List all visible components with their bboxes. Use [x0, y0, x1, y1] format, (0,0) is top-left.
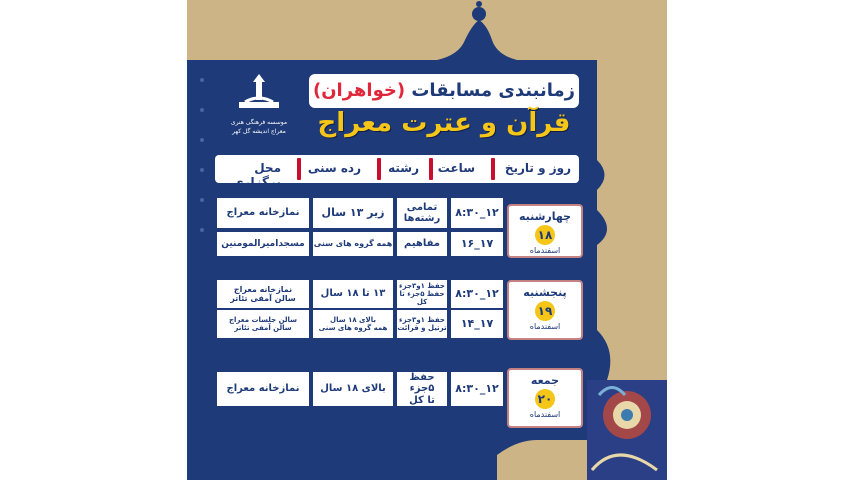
- cell-venue: نمازخانه معراج سالن آمفی تئاتر: [217, 280, 309, 308]
- cell-venue: نمازخانه معراج: [217, 372, 309, 406]
- calendar-day-2: پنجشنبه ۱۹ اسفندماه: [507, 280, 583, 340]
- cell-venue: مسجدامیرالمومنین: [217, 232, 309, 256]
- cell-age: همه گروه های سنی: [313, 232, 393, 256]
- title-highlight: (خواهران): [312, 80, 406, 101]
- cell-venue: سالن جلسات معراج سالن آمفی تئاتر: [217, 310, 309, 338]
- header-age: رده سنی: [307, 161, 361, 175]
- cell-age: ۱۳ تا ۱۸ سال: [313, 280, 393, 308]
- cell-field: حفظ ۱و۳جزء ترتیل و قرائت: [397, 310, 447, 338]
- main-title: قرآن و عترت معراج: [317, 108, 571, 138]
- header-field: رشته: [388, 161, 419, 175]
- cell-time: ۱۲_۸:۳۰: [451, 198, 503, 228]
- cell-venue: نمازخانه معراج: [217, 198, 309, 228]
- calendar-day-1: چهارشنبه ۱۸ اسفندماه: [507, 204, 583, 258]
- header-venue: محل برگزاری: [232, 161, 281, 189]
- cell-time: ۱۲_۸:۳۰: [451, 280, 503, 308]
- cell-field: مفاهیم: [397, 232, 447, 256]
- title-prefix: زمانبندی مسابقات: [411, 80, 576, 101]
- cell-time: ۱۷_۱۴: [451, 310, 503, 338]
- cell-age: بالای ۱۸ سال: [313, 372, 393, 406]
- table-header: [215, 155, 579, 189]
- cell-field: حفظ ۵جزء تا کل: [397, 372, 447, 406]
- header-date: روز و تاریخ: [504, 161, 571, 175]
- cell-age: زیر ۱۳ سال: [313, 198, 393, 228]
- cell-age: بالای ۱۸ سال همه گروه های سنی: [313, 310, 393, 338]
- poster: [187, 0, 667, 480]
- cell-time: ۱۷_۱۶: [451, 232, 503, 256]
- cell-time: ۱۲_۸:۳۰: [451, 372, 503, 406]
- header-time: ساعت: [437, 161, 475, 175]
- torch-book-emblem-icon: [237, 72, 281, 116]
- title-banner: [309, 74, 579, 108]
- cell-field: تمامی رشته‌ها: [397, 198, 447, 228]
- cell-field: حفظ ۱و۳جزء حفظ ۵جزء تا کل: [397, 280, 447, 308]
- calendar-day-3: جمعه ۲۰ اسفندماه: [507, 368, 583, 428]
- logo-caption: موسسه فرهنگی هنری معراج اندیشه گل کهر: [230, 119, 288, 135]
- floral-ornament-tile: [587, 380, 667, 480]
